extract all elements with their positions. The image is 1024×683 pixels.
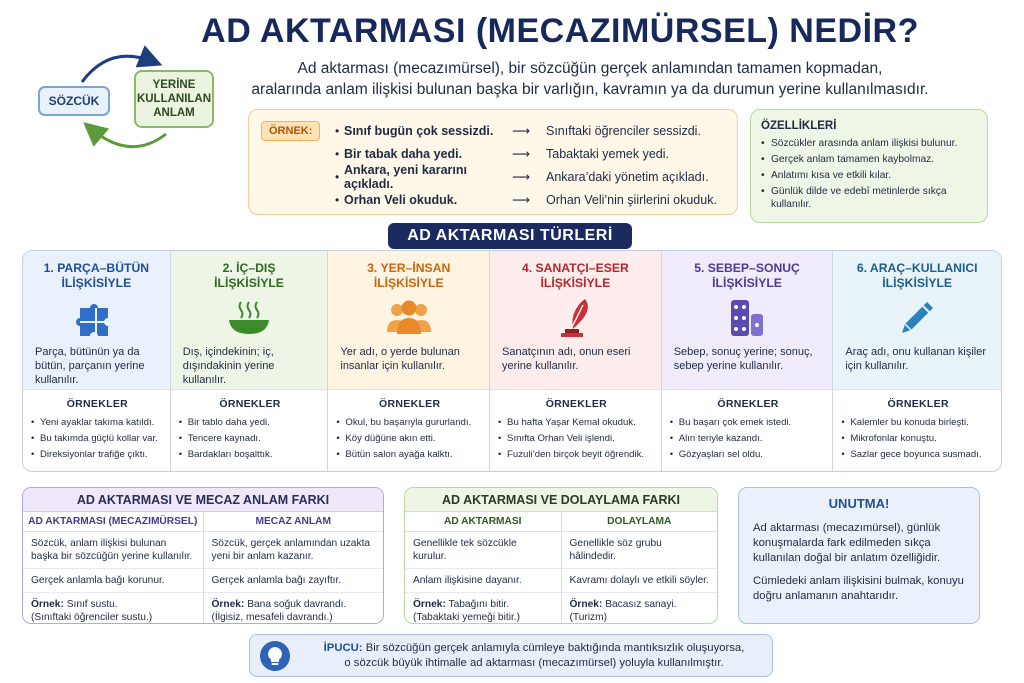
features-list <box>761 137 977 211</box>
word-box: SÖZCÜK <box>38 86 110 116</box>
comparison-cell: Genellikle söz grubu hâlindedir. <box>562 532 718 569</box>
feature-item: • Günlük dilde ve edebî metinlerde sıkça kullanılır. <box>761 185 977 211</box>
example-item: • Sınıf bugün çok sessizdi. ⟶ Sınıftaki öğrenciler sessizdi. <box>335 123 701 138</box>
list-item: • Okul, bu başarıyla gururlandı. <box>336 415 483 431</box>
comparison-column-right <box>204 512 384 624</box>
list-item: • Sınıfta Orhan Veli işlendi. <box>498 431 655 447</box>
arrow-right-icon: ⟶ <box>512 147 530 161</box>
list-item: • Kalemler bu konuda birleşti. <box>841 415 995 431</box>
replaced-label-3: ANLAM <box>153 107 195 119</box>
comparison-example: Örnek: Sınıf sustu. (Sınıftaki öğrenciler sustu.) <box>31 599 153 623</box>
intro-line-1: Ad aktarması (mecazımürsel), bir sözcüğün gerçek anlamından tamamen kopmadan, <box>297 60 883 77</box>
type-cause-effect <box>662 251 834 471</box>
type-tool-user <box>833 251 1001 471</box>
column-header: MECAZ ANLAM <box>204 512 384 532</box>
intro-line-2: aralarında anlam ilişkisi bulunan başka bir varlığın, kavramın ya da durumun yerine kullanılmasıdır. <box>251 81 929 98</box>
panel-title: AD AKTARMASI VE MECAZ ANLAM FARKI <box>23 488 383 512</box>
cycle-diagram <box>30 42 220 152</box>
feature-item: • Anlatımı kısa ve etkili kılar. <box>761 169 977 182</box>
comparison-cell: Anlam ilişkisine dayanır. <box>405 569 561 593</box>
example-list <box>335 119 717 211</box>
type-desc: Sanatçının adı, onun eseri yerine kullanılır. <box>502 346 631 372</box>
page-title: AD AKTARMASI (MECAZIMÜRSEL) NEDİR? <box>201 12 919 50</box>
comparison-cell: Sözcük, gerçek anlamından uzakta yeni bir anlam kazanır. <box>204 532 384 569</box>
replaced-label-2: KULLANILAN <box>136 93 212 105</box>
tip-label: İPUCU: <box>323 642 363 654</box>
list-item: • Yeni ayaklar takıma katıldı. <box>31 415 164 431</box>
example-item: • Ankara, yeni kararını açıkladı. ⟶ Ankara’daki yönetim açıkladı. <box>335 162 709 191</box>
comparison-cell: Genellikle tek sözcükle kurulur. <box>405 532 561 569</box>
type-place-people <box>328 251 490 471</box>
examples-heading: ÖRNEKLER <box>887 398 949 410</box>
arrow-right-icon: ⟶ <box>512 193 530 207</box>
list-item: • Bardakları boşalttık. <box>179 447 322 463</box>
comparison-example: Örnek: Tabağını bitir. (Tabaktaki yemeği bitir.) <box>413 599 521 623</box>
example-tag: ÖRNEK: <box>261 121 320 141</box>
list-item: • Sazlar gece boyunca susmadı. <box>841 447 995 463</box>
comparison-example: Örnek: Bacasız sanayi. (Turizm) <box>569 599 677 623</box>
comparison-column-right <box>562 512 718 624</box>
list-item: • Gözyaşları sel oldu. <box>670 447 827 463</box>
bowl-icon <box>183 297 316 339</box>
panel-title: AD AKTARMASI VE DOLAYLAMA FARKI <box>405 488 717 512</box>
comparison-column-left <box>23 512 204 624</box>
type-artist-work <box>490 251 662 471</box>
example-box <box>248 109 738 215</box>
list-item: • Alın teriyle kazandı. <box>670 431 827 447</box>
list-item: • Fuzuli’den birçok beyit öğrendik. <box>498 447 655 463</box>
comparison-cell: Gerçek anlamla bağı zayıftır. <box>204 569 384 593</box>
type-title: 3. YER–İNSAN İLİŞKİSİYLE <box>367 261 451 290</box>
list-item: • Bir tablo daha yedi. <box>179 415 322 431</box>
list-item: • Direksiyonlar trafiğe çıktı. <box>31 447 164 463</box>
list-item: • Bütün salon ayağa kalktı. <box>336 447 483 463</box>
column-header: DOLAYLAMA <box>562 512 718 532</box>
types-banner: AD AKTARMASI TÜRLERİ <box>388 223 632 249</box>
metaphor-difference-panel <box>22 487 384 624</box>
feature-item: • Sözcükler arasında anlam ilişkisi bulunur. <box>761 137 977 150</box>
comparison-cell: Gerçek anlamla bağı korunur. <box>23 569 203 593</box>
type-desc: Yer adı, o yerde bulunan insanlar için kullanılır. <box>340 346 460 372</box>
reminder-text: Cümledeki anlam ilişkisini bulmak, konuyu doğru anlamanın anahtarıdır. <box>753 575 964 602</box>
pen-icon <box>845 297 989 339</box>
type-inside-outside <box>171 251 329 471</box>
types-grid <box>22 250 1002 472</box>
replaced-meaning-box <box>134 70 214 128</box>
intro-text <box>240 58 940 100</box>
comparison-cell: Kavramı dolaylı ve etkili söyler. <box>562 569 718 593</box>
arrow-right-icon: ⟶ <box>512 124 530 138</box>
type-desc: Dış, içindekinin; iç, dışındakinin yerine kullanılır. <box>182 346 275 386</box>
comparison-cell: Sözcük, anlam ilişkisi bulunan başka bir sözcüğün yerine kullanılır. <box>23 532 203 569</box>
type-desc: Araç adı, onu kullanan kişiler için kullanılır. <box>845 346 986 372</box>
type-desc: Parça, bütünün ya da bütün, parçanın yerine kullanılır. <box>35 346 145 386</box>
type-title: 2. İÇ–DIŞ İLİŞKİSİYLE <box>214 261 284 290</box>
type-title: 1. PARÇA–BÜTÜN İLİŞKİSİYLE <box>43 261 150 290</box>
column-header: AD AKTARMASI <box>405 512 561 532</box>
tip-text: İPUCU: Bir sözcüğün gerçek anlamıyla cümleye baktığında mantıksızlık oluşuyorsa, o sözcük büyük ihtimalle ad aktarması (mecazımürsel) yoluyla kullanılmıştır. <box>323 642 745 669</box>
examples-heading: ÖRNEKLER <box>219 398 281 410</box>
example-item: • Orhan Veli okuduk. ⟶ Orhan Veli’nin şiirlerini okuduk. <box>335 192 717 207</box>
type-title: 4. SANATÇI–ESER İLİŞKİSİYLE <box>521 261 629 290</box>
column-header: AD AKTARMASI (MECAZIMÜRSEL) <box>23 512 203 532</box>
features-title: ÖZELLİKLERİ <box>761 120 837 132</box>
reminder-text: Ad aktarması (mecazımürsel), günlük konuşmalarda fark edilmeden sıkça kullanılan doğal bir anlatım özelliğidir. <box>753 522 941 564</box>
quill-icon <box>502 297 649 339</box>
type-title: 6. ARAÇ–KULLANICI İLİŞKİSİYLE <box>856 261 978 290</box>
periphrasis-difference-panel <box>404 487 718 624</box>
list-item: • Köy düğüne akın etti. <box>336 431 483 447</box>
examples-heading: ÖRNEKLER <box>379 398 441 410</box>
reminder-panel <box>738 487 980 624</box>
type-title: 5. SEBEP–SONUÇ İLİŞKİSİYLE <box>694 261 800 290</box>
dice-icon <box>674 297 821 339</box>
type-desc: Sebep, sonuç yerine; sonuç, sebep yerine kullanılır. <box>673 346 813 372</box>
list-item: • Bu takımda güçlü kollar var. <box>31 431 164 447</box>
example-item: • Bir tabak daha yedi. ⟶ Tabaktaki yemek yedi. <box>335 146 669 161</box>
reminder-title: UNUTMA! <box>828 496 890 511</box>
arrow-right-icon: ⟶ <box>512 170 530 184</box>
comparison-example: Örnek: Bana soğuk davrandı. (İlgisiz, mesafeli davrandı.) <box>211 599 347 623</box>
type-part-whole <box>23 251 171 471</box>
puzzle-icon <box>35 297 158 339</box>
feature-item: • Gerçek anlam tamamen kaybolmaz. <box>761 153 977 166</box>
list-item: • Bu hafta Yaşar Kemal okuduk. <box>498 415 655 431</box>
list-item: • Tencere kaynadı. <box>179 431 322 447</box>
examples-heading: ÖRNEKLER <box>545 398 608 410</box>
comparison-column-left <box>405 512 562 624</box>
lightbulb-icon <box>260 641 290 671</box>
replaced-label-1: YERİNE <box>152 79 196 91</box>
examples-heading: ÖRNEKLER <box>66 398 129 410</box>
list-item: • Bu başarı çok emek istedi. <box>670 415 827 431</box>
examples-heading: ÖRNEKLER <box>717 398 779 410</box>
tip-box <box>249 634 773 677</box>
list-item: • Mikrofonlar konuştu. <box>841 431 995 447</box>
features-box <box>750 109 988 223</box>
people-icon <box>340 297 477 339</box>
